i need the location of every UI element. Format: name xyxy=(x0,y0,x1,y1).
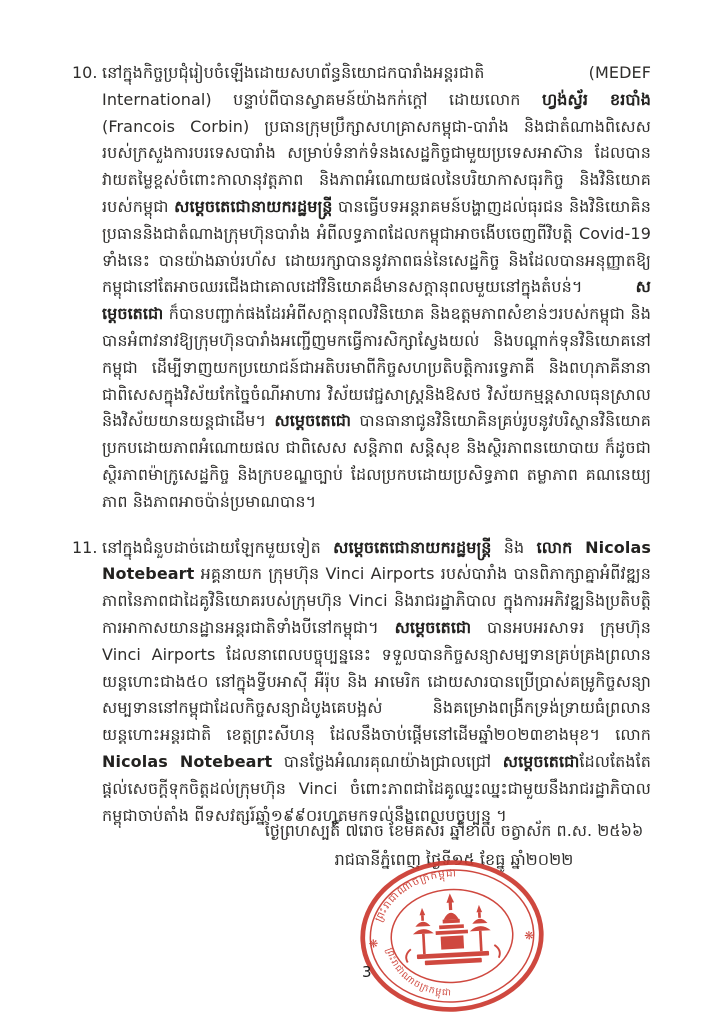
paragraph-10 xyxy=(72,60,651,516)
seal-left-star: ❋ xyxy=(368,937,379,951)
bold-samdech-techo: សម្តេចតេជោ xyxy=(274,411,352,431)
bold-samdech-techo-pm: សម្តេចតេជោនាយករដ្ឋមន្ត្រី xyxy=(174,196,333,216)
seal-right-star: ❋ xyxy=(523,929,535,943)
document-body xyxy=(72,60,651,848)
paragraph-10-number: 10. xyxy=(72,63,98,82)
bold-samdech-techo: សម្តេចតេជោ xyxy=(394,617,472,637)
text-run: ក៏បានបញ្ជាក់ផងដែរអំពីសក្តានុពលវិនិយោគ និងឧត្តមភាពសំខាន់ៗរបស់កម្ពុជា និងបានអំពាវនាវឱ្យក្រុមហ៊ុនបារាំងអញ្ជើញមកធ្វើការសិក្សាស្វែងយល់ និងបណ្តាក់ទុនវិនិយោគនៅកម្ពុជា ដើម្បីទាញយកប្រយោជន៍ជាអតិបរមាពីកិច្ចសហប្រតិបត្តិការទ្វេភាគី និងពហុភាគីនានា ជាពិសេសក្នុងវិស័យកែច្នៃចំណីអាហារ វិស័យវេជ្ជសាស្ត្រនិងឱសថ វិស័យកម្មន្តសាលធុនស្រាល និងវិស័យយានយន្តជាដើម។ xyxy=(102,304,651,431)
text-run: នៅក្នុងកិច្ចប្រជុំរៀបចំឡើងដោយសហព័ន្ធនិយោជកបារាំងអន្តរជាតិ (MEDEF International) បន្ទាប់ពីបានស្វាគមន៍យ៉ាងកក់ក្តៅ ដោយលោក xyxy=(102,63,651,109)
royal-arms-emblem xyxy=(403,891,500,966)
bold-name-nicolas-notebeart: Nicolas Notebeart xyxy=(102,751,273,771)
text-run: បានថ្លែងអំណរគុណយ៉ាងជ្រាលជ្រៅ xyxy=(272,751,503,771)
paragraph-11 xyxy=(72,535,651,830)
page-number: 3 xyxy=(362,963,372,981)
text-run: បានអបអរសាទរ ក្រុមហ៊ុន Vinci Airports ដែលនាពេលបច្ចុប្បន្ននេះ ទទួលបានកិច្ចសន្យាសម្បទានគ្រប់គ្រងព្រលានយន្តហោះជាង៥០ នៅក្នុងទ្វីបអាស៊ី អឺរ៉ុប និង អាមេរិក ដោយសារបានប្រើប្រាស់គម្រូកិច្ចសន្យាសម្បទាននៅកម្ពុជាដែលកិច្ចសន្យាដំបូងគេបង្អស់ និងគម្រោងពង្រីកទ្រង់ទ្រាយធំព្រលានយន្តហោះអន្តរជាតិ ខេត្តព្រះសីហនុ ដែលនឹងចាប់ផ្តើមនៅដើមឆ្នាំ២០២៣ខាងមុខ។ លោក xyxy=(102,617,652,745)
bold-samdech-techo: សម្តេចតេជោ xyxy=(102,277,651,324)
seal-top-arc-text: ព្រះរាជាណាចក្រកម្ពុជា xyxy=(372,867,457,924)
seal-bottom-arc-text: ព្រះរាជាណាចក្រកម្ពុជា xyxy=(383,946,453,999)
text-run: (Francois Corbin) ប្រធានក្រុមប្រឹក្សាសហគ្រាសកម្ពុជា-បារាំង និងជាតំណាងពិសេសរបស់ក្រសួងការបរទេសបារាំង សម្រាប់ទំនាក់ទំនងសេដ្ឋកិច្ចជាមួយប្រទេសអាស៊ាន ដែលបានវាយតម្លៃខ្ពស់ចំពោះកាលានុវត្តភាព និងភាពអំណោយផលនៃបរិយាកាសធុរកិច្ច និងវិនិយោគរបស់កម្ពុជា xyxy=(102,116,651,216)
bold-name-nicolas-notebeart: លោក Nicolas Notebeart xyxy=(102,537,651,584)
text-run: នៅក្នុងជំនួបដាច់ដោយឡែកមួយទៀត xyxy=(102,537,334,557)
text-run: បានធ្វើបទអន្តរាគមន៍បង្ហាញដល់ធុរជន និងវិនិយោគិន ប្រធាននិងជាតំណាងក្រុមហ៊ុនបារាំង អំពីលទ្ធភាពដែលកម្ពុជាអាចងើបចេញពីវិបត្តិ Covid-19 ទាំងនេះ បានយ៉ាងឆាប់រហ័ស ដោយរក្សាបាននូវភាពធន់នៃសេដ្ឋកិច្ច និងដែលបានអនុញ្ញាតឱ្យកម្ពុជានៅតែអាចឈរជើងជាគោលដៅវិនិយោគដ៏មានសក្តានុពលមួយនៅក្នុងតំបន់។ xyxy=(102,196,651,297)
text-run: បានធានាជូនវិនិយោគិនគ្រប់រូបនូវបរិស្ថានវិនិយោគប្រកបដោយភាពអំណោយផល ជាពិសេស សន្តិភាព សន្តិសុខ និងស្ថិរភាពនយោបាយ ក៏ដូចជាស្ថិរភាពម៉ាក្រូសេដ្ឋកិច្ច និងក្របខណ្ឌច្បាប់ ដែលប្រកបដោយប្រសិទ្ធភាព តម្លាភាព គណនេយ្យភាព និងភាពអាចប៉ាន់ប្រមាណបាន។ xyxy=(102,411,651,511)
bold-samdech-techo: សម្តេចតេជោ xyxy=(502,751,580,771)
paragraph-11-text xyxy=(102,535,651,830)
paragraph-10-text xyxy=(102,60,651,516)
text-run: និង xyxy=(491,537,537,557)
bold-samdech-techo-pm: សម្តេចតេជោនាយករដ្ឋមន្ត្រី xyxy=(333,537,492,557)
place-date-line: រាជធានីភ្នំពេញ ថ្ងៃទី១៥ ខែធ្នូ ឆ្នាំ២០២២ xyxy=(334,850,574,869)
bold-name-francois-corbin: ហ្វង់ស្វ័រ ខរបាំង xyxy=(541,89,651,109)
official-red-seal xyxy=(353,853,551,1019)
paragraph-11-number: 11. xyxy=(72,537,98,557)
text-run: ដែលតែងតែផ្តល់សេចក្តីទុកចិត្តដល់ក្រុមហ៊ុន Vinci ចំពោះភាពជាដៃគូឈ្នះឈ្នះជាមួយនឹងរាជរដ្ឋាភិបាលកម្ពុជាចាប់តាំង ពីទសវត្សរ៍ឆ្នាំ១៩៩០រហូតមកទល់នឹងពេលបច្ចុប្បន្ន ។ xyxy=(102,751,651,825)
text-run: អគ្គនាយក ក្រុមហ៊ុន Vinci Airports របស់បារាំង បានពិភាក្សាគ្នាអំពីវឌ្ឍនភាពនៃភាពជាដៃគូវិនិយោគរបស់ក្រុមហ៊ុន Vinci និងរាជរដ្ឋាភិបាល ក្នុងការអភិវឌ្ឍនិងប្រតិបត្តិការអាកាសយានដ្ឋានអន្តរជាតិទាំងបីនៅកម្ពុជា។ xyxy=(102,564,651,637)
lunar-date-line: ថ្ងៃព្រហស្បតិ៍ ៧រោច ខែមិគសិរ ឆ្នាំខាល ចត្វាស័ក ព.ស. ២៥៦៦ xyxy=(264,821,644,840)
royal-seal-graphic xyxy=(353,853,551,1019)
